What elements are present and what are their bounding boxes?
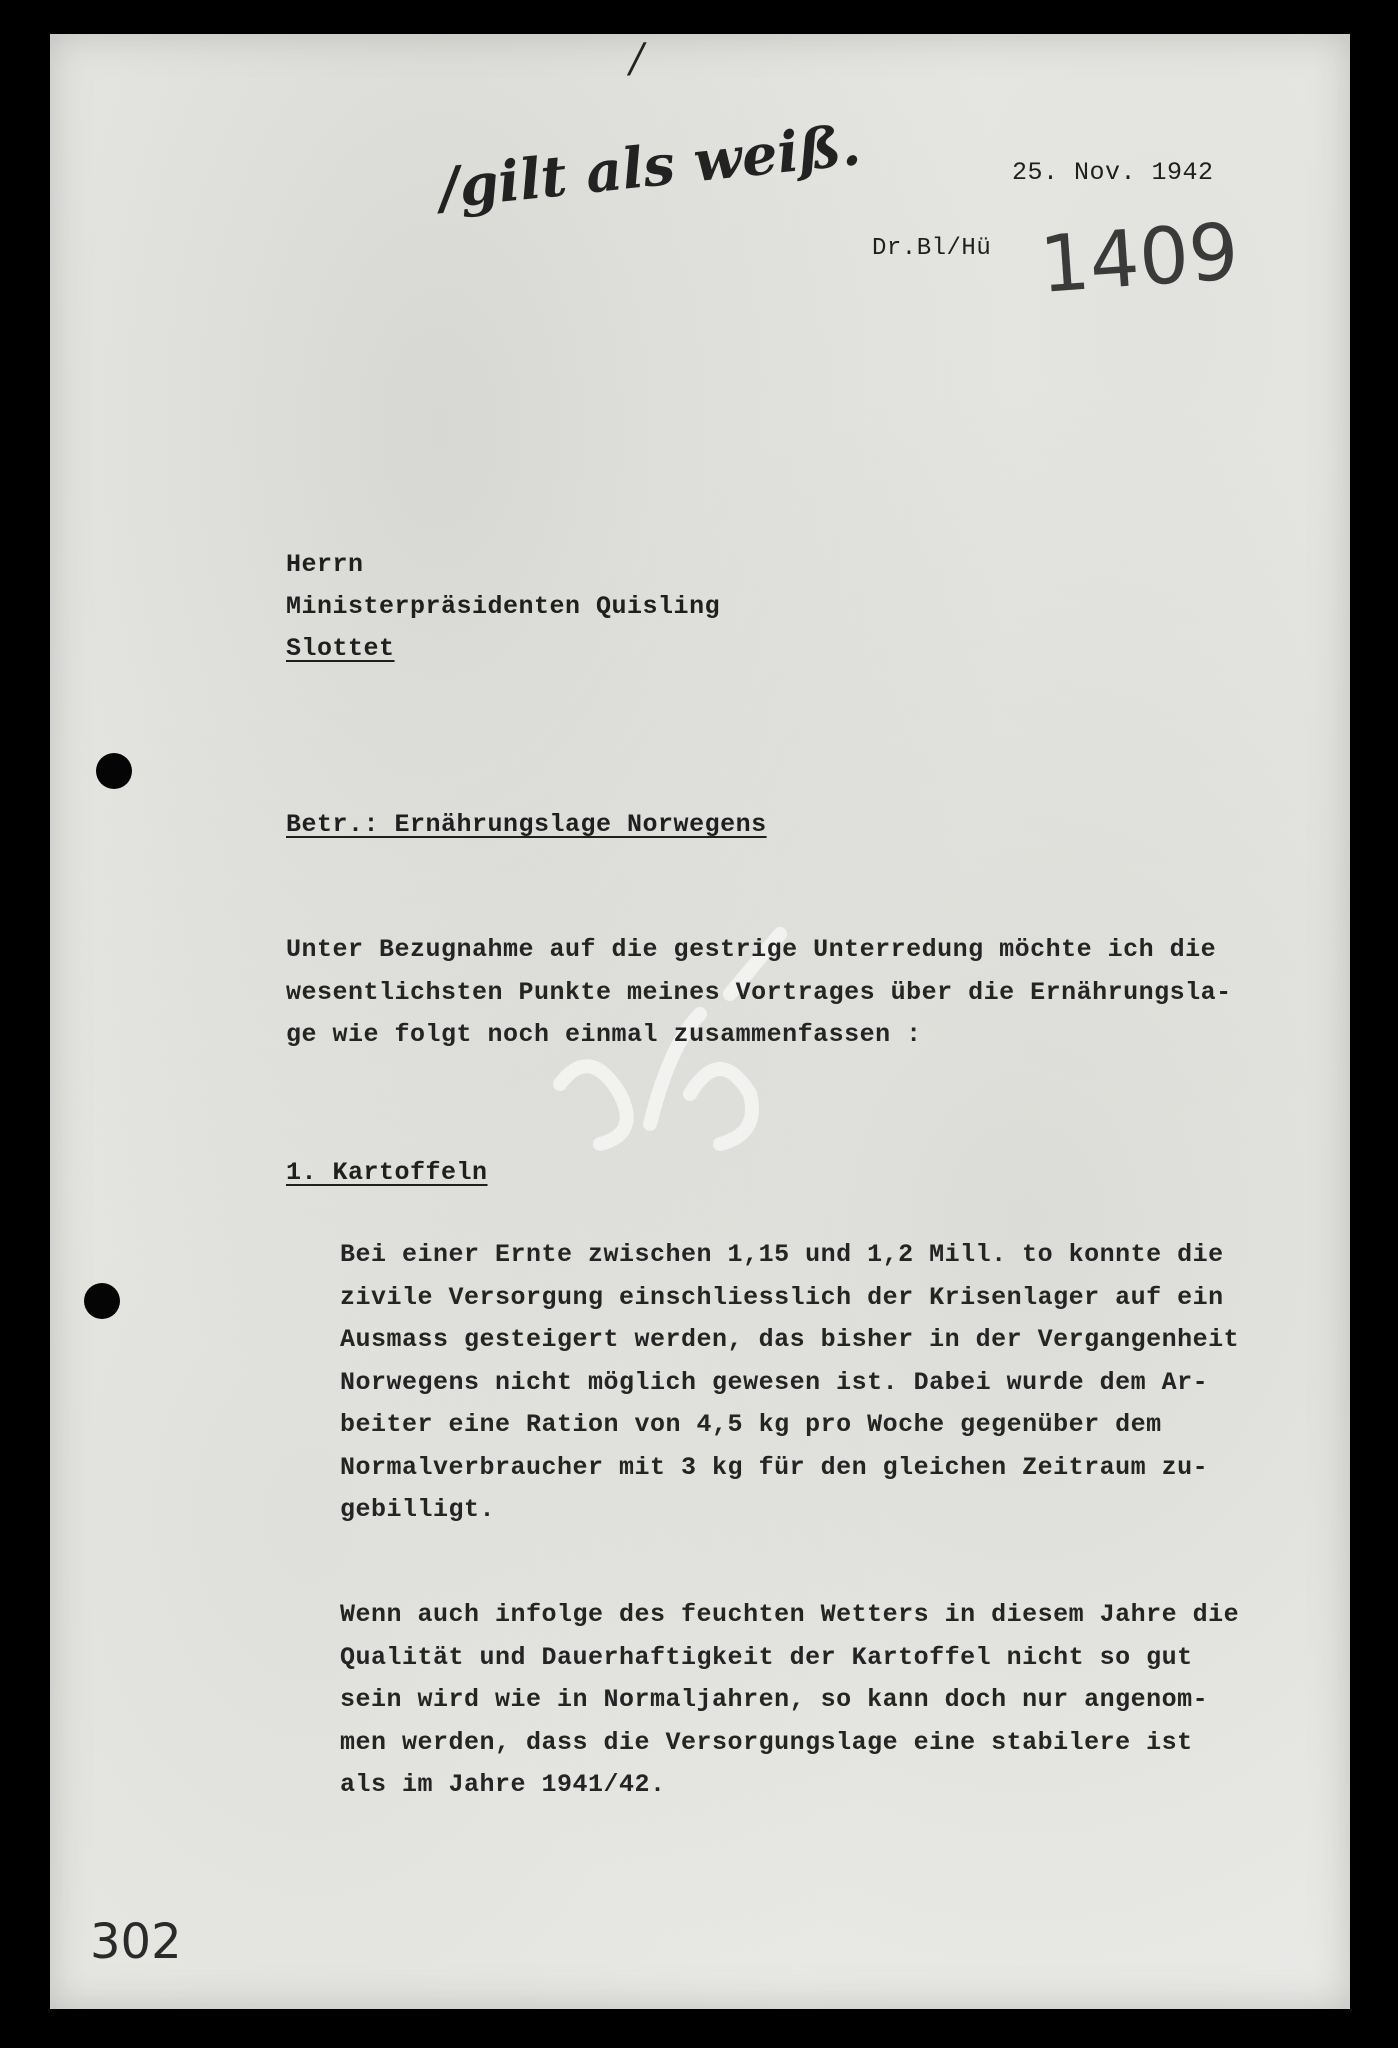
document-page bbox=[50, 34, 1350, 2009]
recipient-name: Ministerpräsidenten Quisling bbox=[286, 592, 721, 621]
intro-line: wesentlichsten Punkte meines Vortrages über die Ernährungsla- bbox=[286, 977, 1232, 1007]
subject-line: Betr.: Ernährungslage Norwegens bbox=[286, 810, 767, 839]
document-date: 25. Nov. 1942 bbox=[1012, 158, 1214, 187]
handwritten-note: /gilt als weiß. bbox=[435, 112, 864, 222]
section-paragraph-1 bbox=[340, 1234, 1239, 1532]
recipient-address: Slottet bbox=[286, 634, 395, 663]
page-number: 302 bbox=[90, 1914, 182, 1970]
paragraph-line: als im Jahre 1941/42. bbox=[340, 1770, 666, 1799]
intro-line: ge wie folgt noch einmal zusammenfassen : bbox=[286, 1020, 922, 1049]
paragraph-line: Normalverbraucher mit 3 kg für den gleichen Zeitraum zu- bbox=[340, 1452, 1209, 1482]
paragraph-line: Norwegens nicht möglich gewesen ist. Dabei wurde dem Ar- bbox=[340, 1367, 1209, 1397]
top-mark: / bbox=[630, 36, 644, 82]
recipient-salutation: Herrn bbox=[286, 550, 364, 579]
paragraph-line: men werden, dass die Versorgungslage eine stabilere ist bbox=[340, 1727, 1193, 1757]
paragraph-line: gebilligt. bbox=[340, 1495, 496, 1524]
paragraph-line: Ausmass gesteigert werden, das bisher in der Vergangenheit bbox=[340, 1325, 1240, 1354]
intro-line: Unter Bezugnahme auf die gestrige Unterredung möchte ich die bbox=[286, 935, 1217, 964]
punch-hole-top bbox=[96, 753, 132, 789]
paragraph-line: zivile Versorgung einschliesslich der Krisenlager auf ein bbox=[340, 1282, 1224, 1312]
section-paragraph-2 bbox=[340, 1594, 1239, 1807]
punch-hole-bottom bbox=[84, 1283, 120, 1319]
paragraph-line: sein wird wie in Normaljahren, so kann doch nur angenom- bbox=[340, 1685, 1209, 1714]
paragraph-line: Wenn auch infolge des feuchten Wetters in diesem Jahre die bbox=[340, 1600, 1240, 1629]
intro-paragraph bbox=[286, 929, 1232, 1057]
handwritten-number: 1409 bbox=[1037, 207, 1242, 311]
reference-code: Dr.Bl/Hü bbox=[872, 235, 992, 262]
paragraph-line: beiter eine Ration von 4,5 kg pro Woche gegenüber dem bbox=[340, 1410, 1162, 1439]
section-heading: 1. Kartoffeln bbox=[286, 1158, 488, 1187]
paragraph-line: Bei einer Ernte zwischen 1,15 und 1,2 Mill. to konnte die bbox=[340, 1240, 1224, 1269]
paragraph-line: Qualität und Dauerhaftigkeit der Kartoffel nicht so gut bbox=[340, 1642, 1193, 1672]
